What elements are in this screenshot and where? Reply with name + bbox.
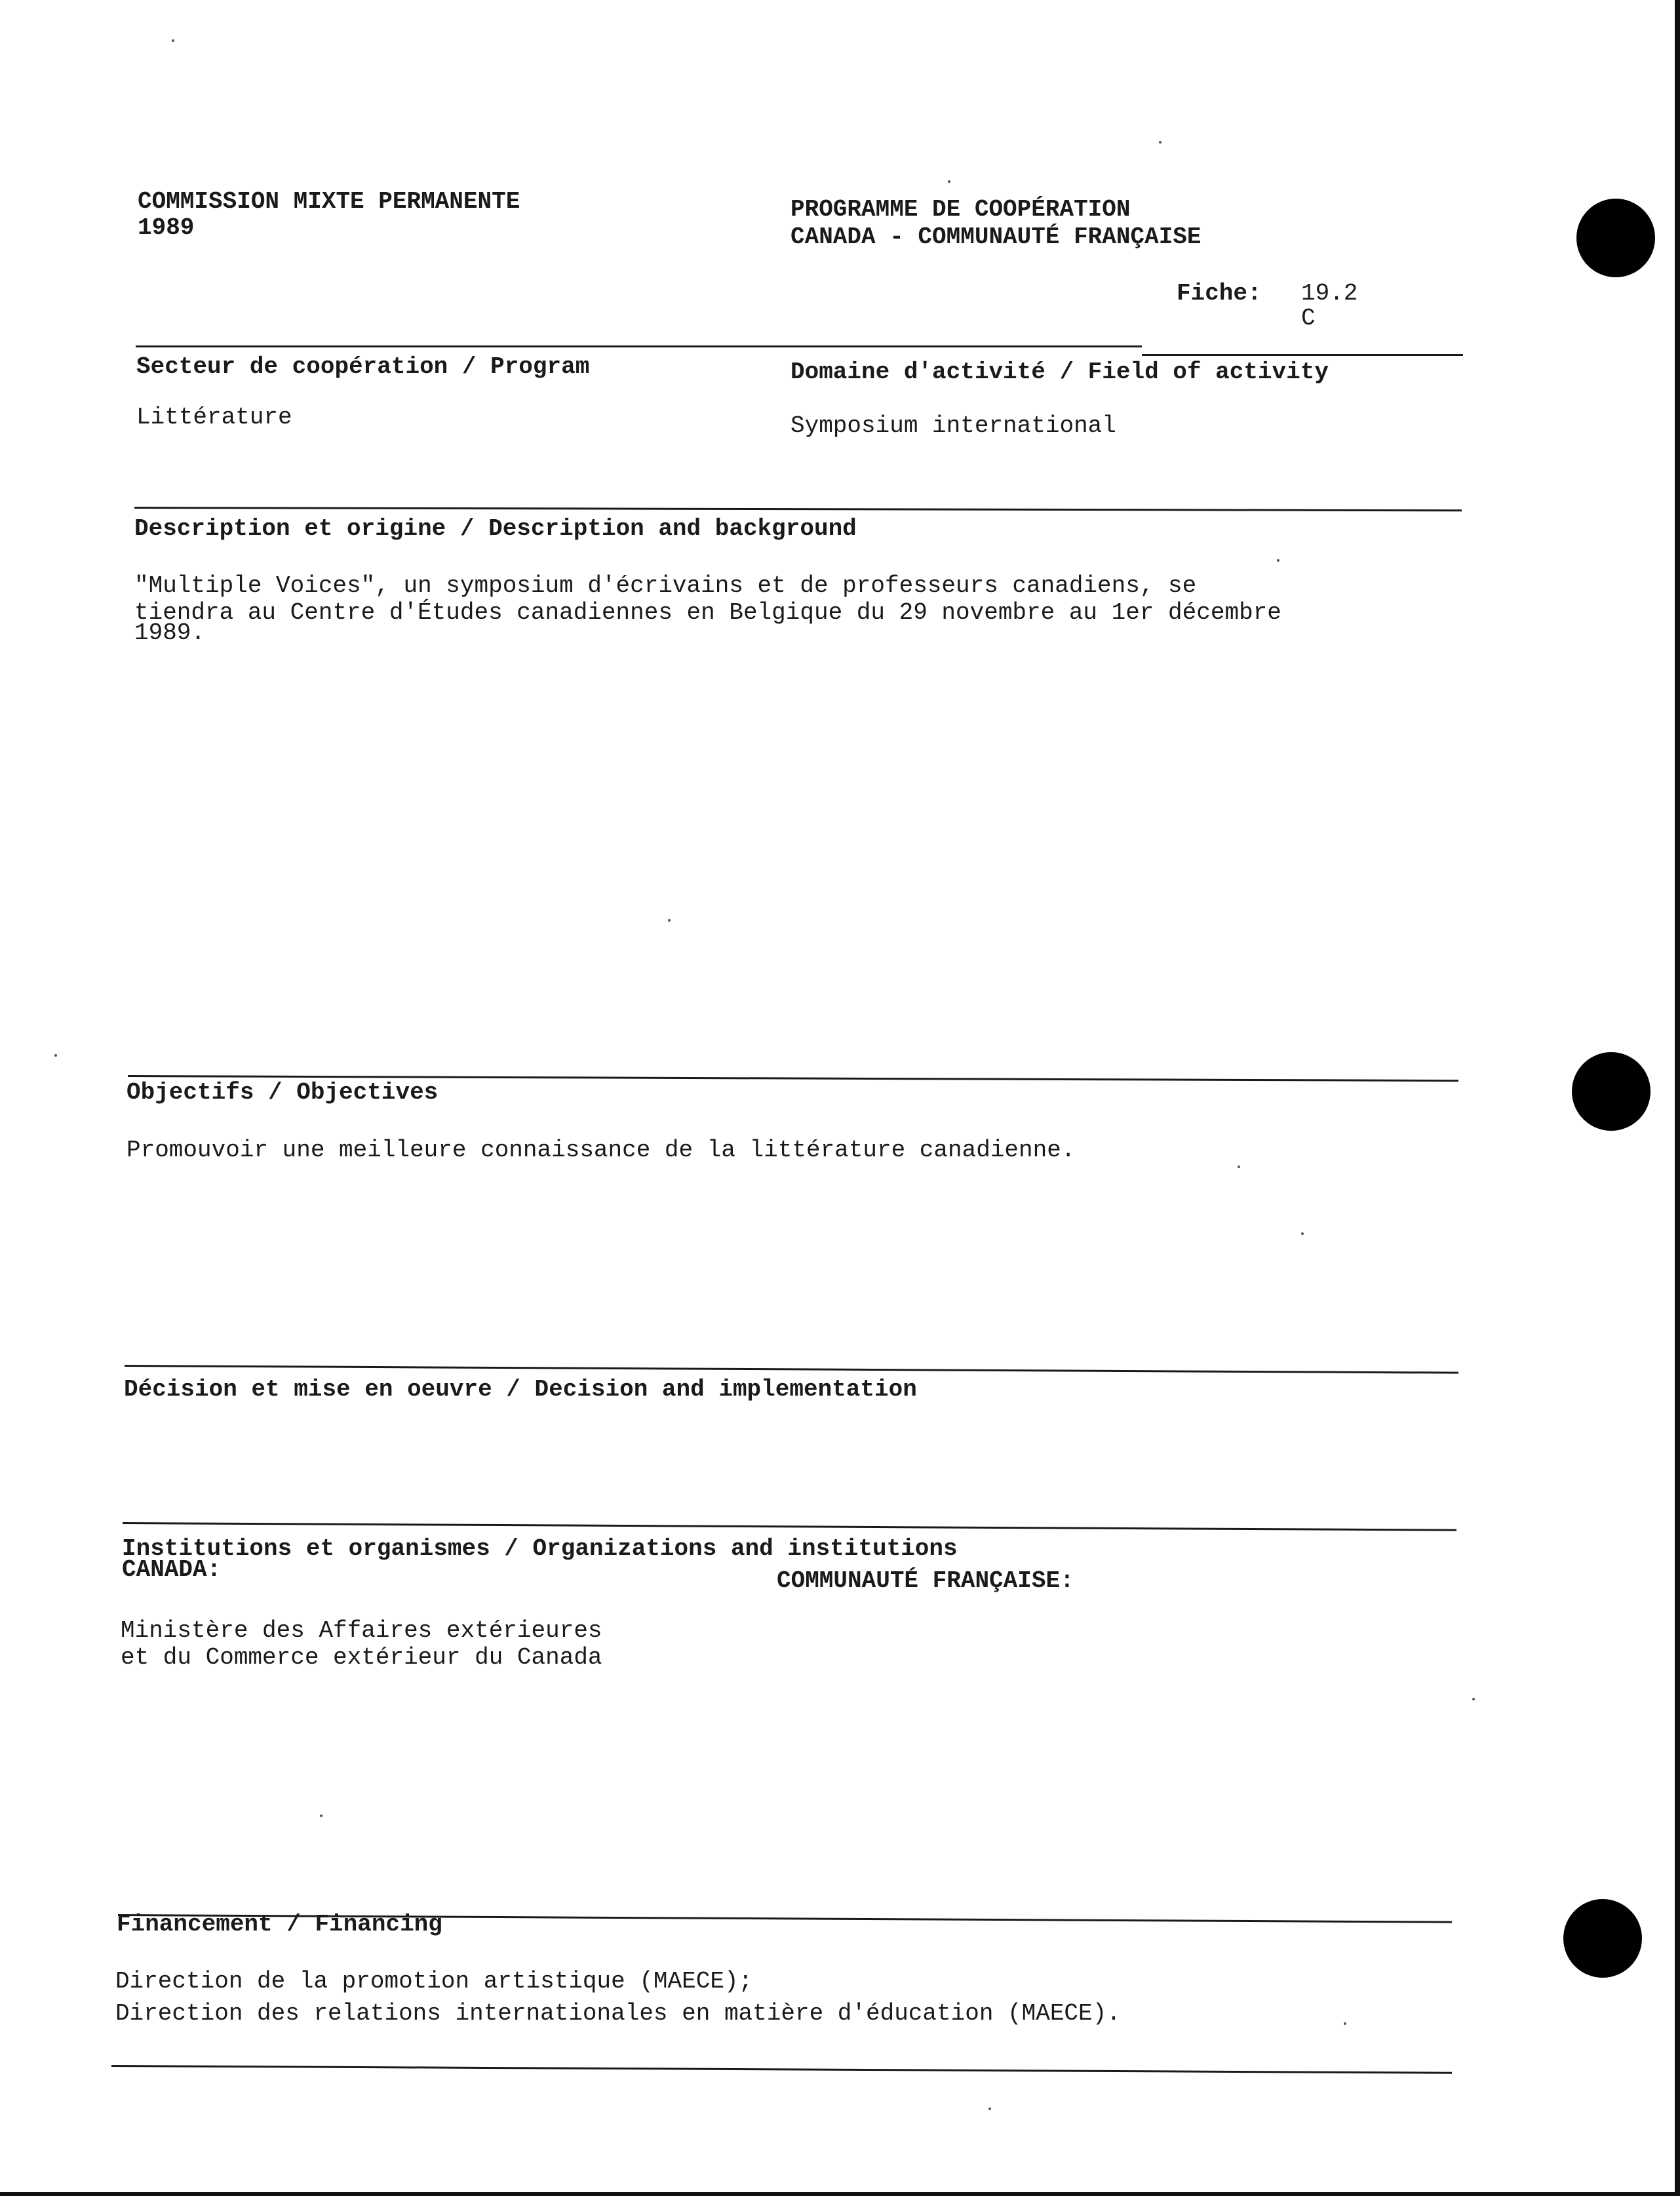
scan-speck <box>1472 1698 1475 1700</box>
commission-title: COMMISSION MIXTE PERMANENTE <box>138 188 520 215</box>
scan-speck <box>172 39 174 42</box>
punch-hole-middle <box>1572 1052 1651 1131</box>
scan-speck <box>988 2108 991 2110</box>
objectives-heading: Objectifs / Objectives <box>127 1079 439 1106</box>
scan-edge-right <box>1675 0 1680 2196</box>
scan-speck <box>1344 2022 1346 2025</box>
section-divider <box>134 507 1462 511</box>
section-divider <box>111 2065 1452 2074</box>
programme-title: PROGRAMME DE COOPÉRATION <box>791 196 1131 223</box>
canada-label: CANADA: <box>122 1556 222 1583</box>
fiche-letter: C <box>1301 305 1316 332</box>
description-heading: Description et origine / Description and background <box>134 515 857 542</box>
scan-speck <box>1159 141 1162 144</box>
fiche-number: 19.2 <box>1301 280 1358 307</box>
communaute-label: COMMUNAUTÉ FRANÇAISE: <box>777 1567 1074 1594</box>
scan-edge-bottom <box>0 2192 1680 2196</box>
commission-year: 1989 <box>138 214 195 241</box>
scan-speck <box>320 1814 322 1817</box>
financing-heading: Financement / Financing <box>117 1911 442 1938</box>
scan-speck <box>1277 559 1280 562</box>
financing-line: Direction de la promotion artistique (MAECE); <box>115 1968 753 1995</box>
description-line: "Multiple Voices", un symposium d'écrivains et de professeurs canadiens, se <box>134 572 1197 599</box>
fiche-label: Fiche: <box>1177 280 1262 307</box>
programme-subtitle: CANADA - COMMUNAUTÉ FRANÇAISE <box>791 224 1201 250</box>
institutions-heading: Institutions et organismes / Organizations and institutions <box>122 1535 958 1562</box>
program-label: Secteur de coopération / Program <box>136 353 590 380</box>
punch-hole-bottom <box>1563 1899 1642 1978</box>
description-line: 1989. <box>134 619 206 646</box>
scan-speck <box>54 1054 57 1057</box>
section-divider <box>123 1522 1456 1531</box>
section-divider <box>1142 354 1463 356</box>
field-label: Domaine d'activité / Field of activity <box>791 359 1329 385</box>
canada-institution-line: Ministère des Affaires extérieures <box>121 1617 602 1644</box>
scan-speck <box>948 180 950 183</box>
financing-line: Direction des relations internationales en matière d'éducation (MAECE). <box>115 2000 1121 2027</box>
field-value: Symposium international <box>791 412 1116 439</box>
scan-speck <box>668 919 671 922</box>
canada-institution-line: et du Commerce extérieur du Canada <box>121 1644 602 1671</box>
description-line: tiendra au Centre d'Études canadiennes en Belgique du 29 novembre au 1er décembre <box>134 599 1281 626</box>
scan-speck <box>1238 1166 1240 1168</box>
section-divider <box>136 345 1142 347</box>
objectives-text: Promouvoir une meilleure connaissance de la littérature canadienne. <box>127 1137 1076 1164</box>
program-value: Littérature <box>136 404 292 431</box>
punch-hole-top <box>1576 199 1655 277</box>
decision-heading: Décision et mise en oeuvre / Decision and implementation <box>124 1376 917 1403</box>
section-divider <box>125 1365 1458 1374</box>
scan-speck <box>1301 1232 1304 1235</box>
